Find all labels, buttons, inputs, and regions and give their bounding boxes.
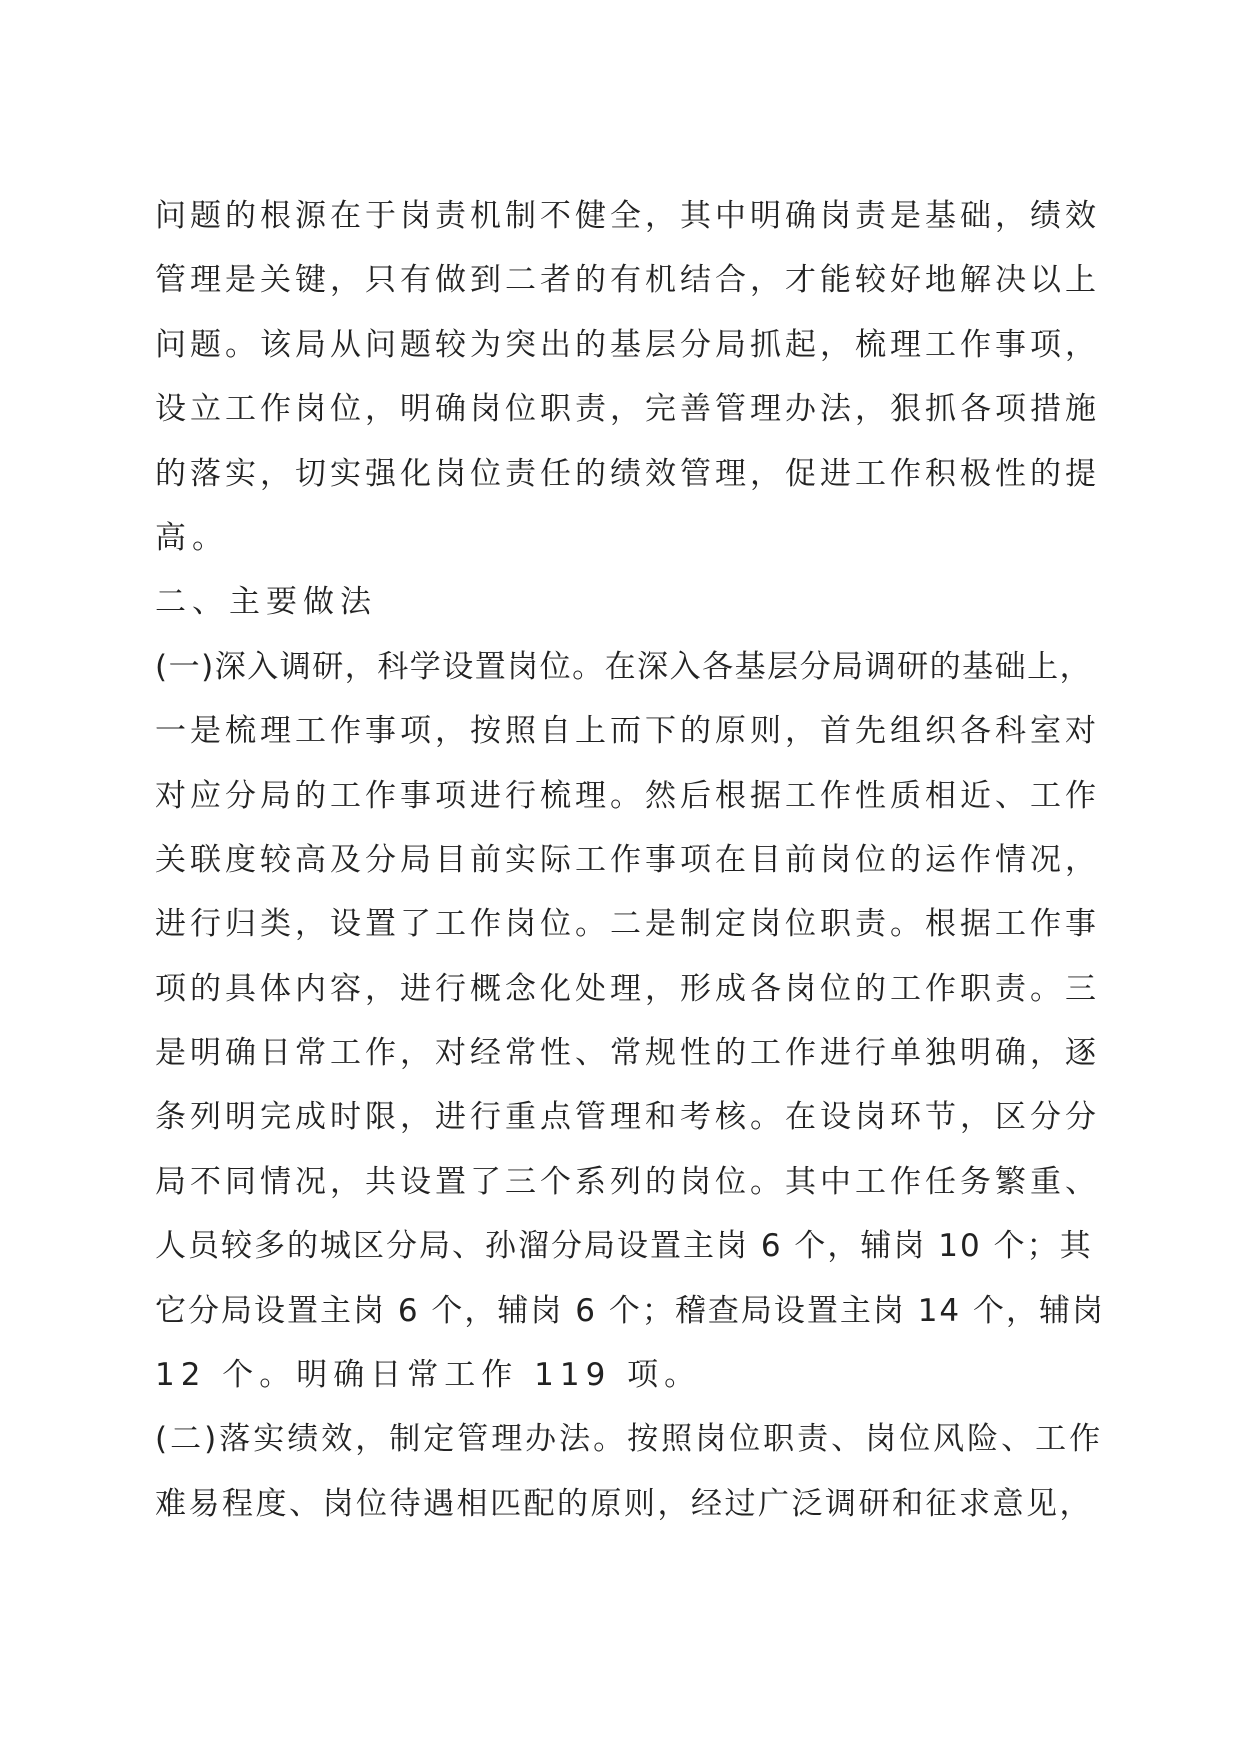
text-line: (一)深入调研，科学设置岗位。在深入各基层分局调研的基础上，: [155, 648, 1093, 685]
text-line: 条列明完成时限，进行重点管理和考核。在设岗环节，区分分: [155, 1099, 1100, 1136]
text-line: 一是梳理工作事项，按照自上而下的原则，首先组织各科室对: [155, 713, 1100, 750]
text-line: 高。: [155, 519, 229, 556]
text-line: 问题。该局从问题较为突出的基层分局抓起，梳理工作事项，: [155, 326, 1100, 363]
text-line: 是明确日常工作，对经常性、常规性的工作进行单独明确，逐: [155, 1035, 1100, 1072]
document-body: [155, 184, 1106, 1536]
text-line: 进行归类，设置了工作岗位。二是制定岗位职责。根据工作事: [155, 906, 1100, 943]
text-line: 人员较多的城区分局、孙溜分局设置主岗 6 个，辅岗 10 个；其: [155, 1228, 1093, 1265]
text-line: 局不同情况，共设置了三个系列的岗位。其中工作任务繁重、: [155, 1163, 1100, 1200]
text-line: 管理是关键，只有做到二者的有机结合，才能较好地解决以上: [155, 262, 1100, 299]
text-line: 问题的根源在于岗责机制不健全，其中明确岗责是基础，绩效: [155, 198, 1100, 234]
text-line: 关联度较高及分局目前实际工作事项在目前岗位的运作情况，: [155, 841, 1100, 878]
text-line: 的落实，切实强化岗位责任的绩效管理，促进工作积极性的提: [155, 455, 1100, 492]
text-line: 对应分局的工作事项进行梳理。然后根据工作性质相近、工作: [155, 777, 1100, 814]
text-line: (二)落实绩效，制定管理办法。按照岗位职责、岗位风险、工作: [155, 1421, 1104, 1458]
text-line: 12 个。明确日常工作 119 项。: [155, 1357, 702, 1394]
section-heading: 二、主要做法: [155, 584, 377, 621]
text-line: 难易程度、岗位待遇相匹配的原则，经过广泛调研和征求意见，: [155, 1485, 1093, 1522]
text-line: 它分局设置主岗 6 个，辅岗 6 个；稽查局设置主岗 14 个，辅岗: [155, 1292, 1106, 1329]
text-line: 项的具体内容，进行概念化处理，形成各岗位的工作职责。三: [155, 970, 1100, 1007]
text-line: 设立工作岗位，明确岗位职责，完善管理办法，狠抓各项措施: [155, 391, 1100, 428]
